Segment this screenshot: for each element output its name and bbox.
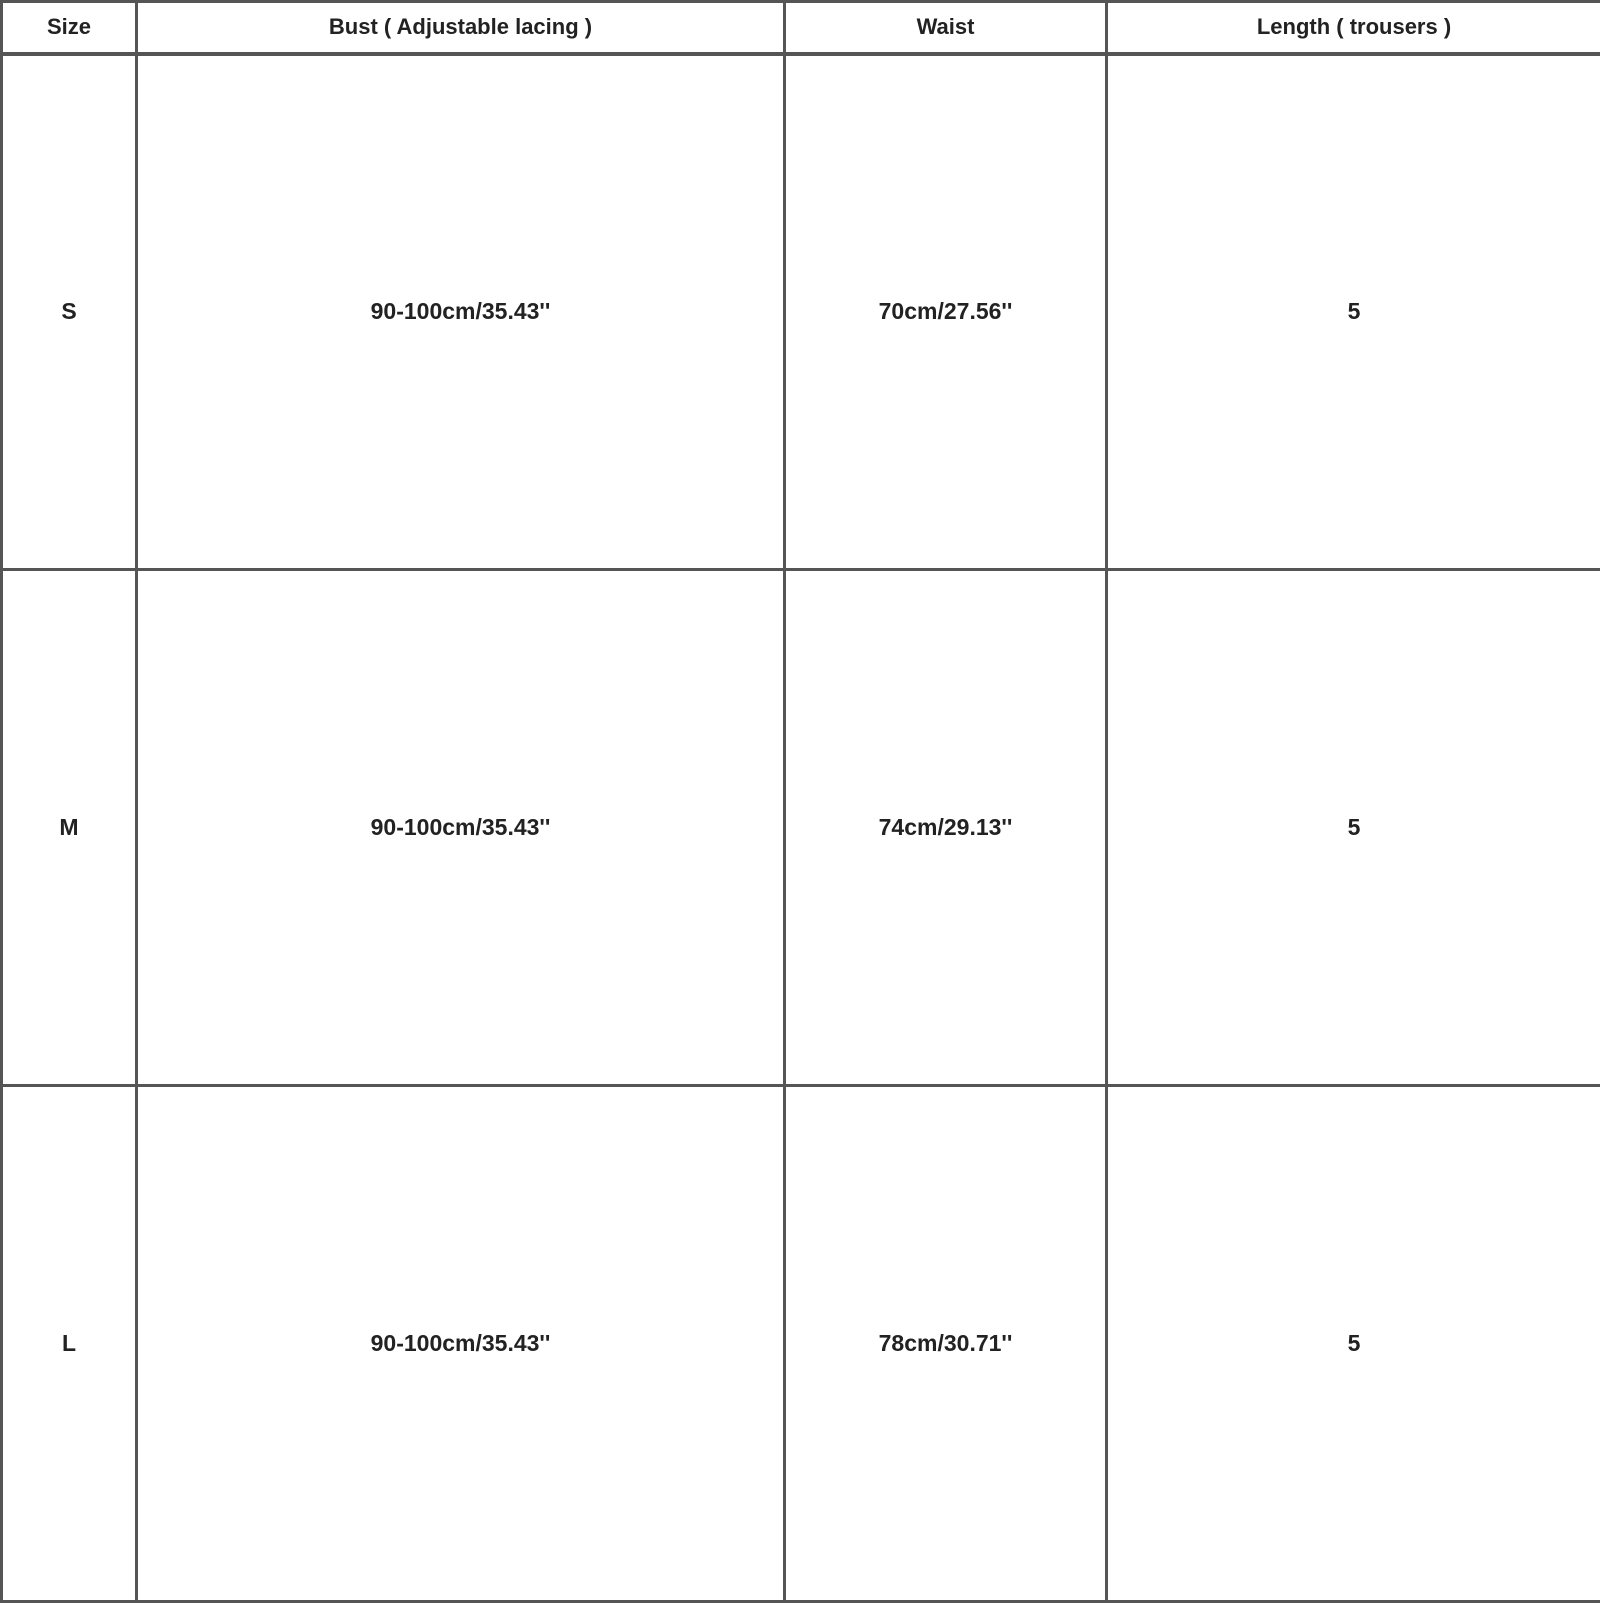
header-length: Length ( trousers ) [1107,2,1600,54]
cell-bust: 90-100cm/35.43'' [137,54,785,570]
cell-waist: 78cm/30.71'' [785,1086,1107,1602]
cell-size: M [2,570,137,1086]
cell-size: L [2,1086,137,1602]
table-row [2,54,1600,570]
cell-waist: 70cm/27.56'' [785,54,1107,570]
cell-bust: 90-100cm/35.43'' [137,1086,785,1602]
cell-length: 5 [1107,54,1600,570]
table-row [2,1086,1600,1602]
table-row [2,570,1600,1086]
cell-length: 5 [1107,570,1600,1086]
cell-waist: 74cm/29.13'' [785,570,1107,1086]
cell-bust: 90-100cm/35.43'' [137,570,785,1086]
table-header-row [2,2,1600,54]
header-bust: Bust ( Adjustable lacing ) [137,2,785,54]
header-waist: Waist [785,2,1107,54]
header-size: Size [2,2,137,54]
cell-length: 5 [1107,1086,1600,1602]
cell-size: S [2,54,137,570]
